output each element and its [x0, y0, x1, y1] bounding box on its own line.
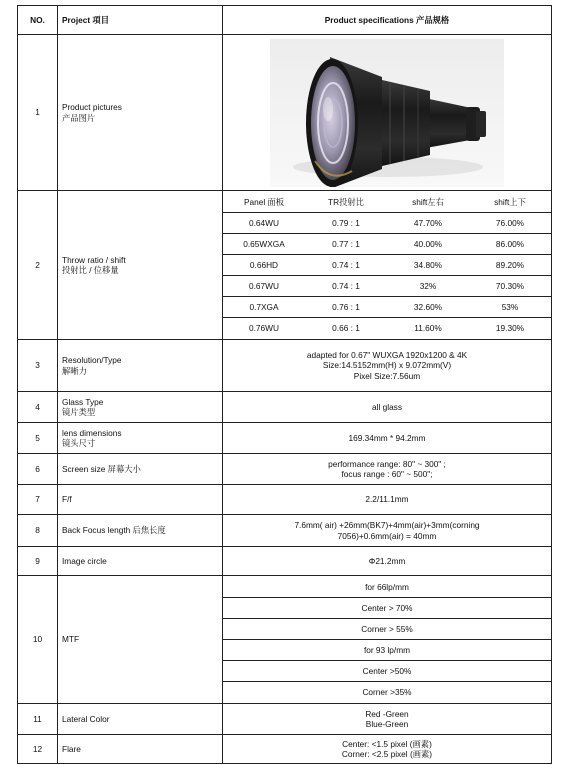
spec-value — [223, 704, 552, 735]
lens-picture — [270, 39, 504, 187]
table-row — [18, 576, 552, 704]
spec-value — [223, 515, 552, 547]
throw-ratio-cell — [223, 191, 552, 340]
project-en: Resolution/Type — [62, 355, 122, 366]
row-project: Image circle — [58, 547, 223, 576]
throw-ratio-header — [223, 192, 551, 213]
spec-value — [223, 735, 552, 764]
spec-line: focus range : 60" ~ 500"; — [341, 469, 433, 479]
project-en: Glass Type — [62, 396, 104, 407]
panel-cell: 0.66HD — [223, 255, 305, 276]
table-row — [18, 735, 552, 764]
panel-cell: 0.64WU — [223, 213, 305, 234]
spec-line: adapted for 0.67" WUXGA 1920x1200 & 4K — [306, 349, 468, 360]
panel-cell: 0.67WU — [223, 276, 305, 297]
mtf-line: Corner >35% — [362, 687, 412, 698]
table-row — [18, 704, 552, 735]
mtf-table — [223, 577, 551, 703]
throw-ratio-row — [223, 234, 551, 255]
row-no: 10 — [18, 576, 58, 704]
spec-line: performance range: 80" ~ 300" ; — [328, 458, 446, 469]
row-no: 5 — [18, 423, 58, 454]
row-project — [58, 340, 223, 392]
spec-value — [223, 340, 552, 392]
panel-cell: 0.7XGA — [223, 297, 305, 318]
shift-h-cell: 47.70% — [387, 213, 469, 234]
table-row — [18, 423, 552, 454]
row-project: Flare — [58, 735, 223, 764]
throw-ratio-table — [223, 192, 551, 339]
row-no: 6 — [18, 454, 58, 485]
tr-cell: 0.76 : 1 — [305, 297, 387, 318]
project-en: lens dimensions — [62, 427, 122, 438]
tr-cell: 0.77 : 1 — [305, 234, 387, 255]
spec-line: Pixel Size:7.56um — [353, 370, 421, 381]
project-cn: 产品图片 — [62, 112, 96, 123]
project-cn: 解晰力 — [62, 365, 87, 376]
throw-ratio-row — [223, 318, 551, 339]
spec-value: 2.2/11.1mm — [223, 485, 552, 515]
project-cn: 镜头尺寸 — [62, 438, 96, 448]
shift-v-cell: 19.30% — [495, 323, 525, 334]
shift-v-cell: 86.00% — [469, 234, 551, 255]
header-project: Project 項目 — [58, 6, 223, 35]
row-project — [58, 35, 223, 191]
spec-line: Corner: <2.5 pixel (画素) — [341, 749, 433, 759]
panel-cell: 0.65WXGA — [223, 234, 305, 255]
spec-value: Φ21.2mm — [223, 547, 552, 576]
shift-h-cell: 32% — [387, 276, 469, 297]
project-en: Product pictures — [62, 102, 122, 113]
project-cn: 投射比 / 位移量 — [62, 265, 119, 275]
shift-h-cell: 34.80% — [387, 255, 469, 276]
header-spec: Product specifications 产品规格 — [223, 6, 552, 35]
throw-ratio-row — [223, 213, 551, 234]
row-no: 7 — [18, 485, 58, 515]
row-project: Screen size 屏幕大小 — [58, 454, 223, 485]
table-row — [18, 485, 552, 515]
row-project: F/f — [58, 485, 223, 515]
spec-line: Red -Green — [365, 708, 409, 719]
throw-ratio-row — [223, 297, 551, 318]
spec-line: 7.6mm( air) +26mm(BK7)+4mm(air)+3mm(corning — [294, 520, 480, 531]
row-no: 9 — [18, 547, 58, 576]
spec-line: Center: <1.5 pixel (画素) — [342, 738, 432, 749]
row-no: 2 — [18, 191, 58, 340]
table-row — [18, 454, 552, 485]
shift-v-cell: 76.00% — [469, 213, 551, 234]
col-header-shift-v: shift上下 — [469, 192, 551, 213]
table-row — [18, 35, 552, 191]
spec-line: 7056)+0.6mm(air) = 40mm — [337, 530, 437, 541]
col-header-panel: Panel 面板 — [223, 192, 305, 213]
row-project: Back Focus length 后焦长度 — [58, 515, 223, 547]
row-no: 12 — [18, 735, 58, 764]
tr-cell: 0.74 : 1 — [305, 255, 387, 276]
table-row — [18, 191, 552, 340]
col-header-shift-h: shift左右 — [387, 192, 469, 213]
row-no: 3 — [18, 340, 58, 392]
project-cn: 镜片类型 — [62, 407, 96, 417]
tr-cell: 0.74 : 1 — [305, 276, 387, 297]
table-row — [18, 340, 552, 392]
shift-v-cell: 70.30% — [469, 276, 551, 297]
spec-value: all glass — [223, 392, 552, 423]
row-no: 1 — [18, 35, 58, 191]
mtf-line: Center >50% — [223, 661, 551, 682]
shift-h-cell: 11.60% — [414, 323, 442, 334]
mtf-line: for 66lp/mm — [223, 577, 551, 598]
spec-line: Blue-Green — [365, 719, 409, 729]
throw-ratio-row — [223, 276, 551, 297]
project-en: Throw ratio / shift — [62, 254, 126, 265]
row-project — [58, 191, 223, 340]
shift-h-cell: 40.00% — [387, 234, 469, 255]
mtf-line: Center > 70% — [223, 598, 551, 619]
shift-v-cell: 89.20% — [469, 255, 551, 276]
table-row — [18, 515, 552, 547]
spec-table — [17, 5, 552, 764]
mtf-cell — [223, 576, 552, 704]
mtf-line: Corner > 55% — [223, 619, 551, 640]
row-project: Lateral Color — [58, 704, 223, 735]
throw-ratio-row — [223, 255, 551, 276]
header-row — [18, 6, 552, 35]
tr-cell: 0.79 : 1 — [305, 213, 387, 234]
row-no: 11 — [18, 704, 58, 735]
shift-v-cell: 53% — [469, 297, 551, 318]
spec-value: 169.34mm * 94.2mm — [223, 423, 552, 454]
table-row — [18, 547, 552, 576]
tr-cell: 0.66 : 1 — [332, 323, 360, 334]
row-project — [58, 392, 223, 423]
table-row — [18, 392, 552, 423]
row-project: MTF — [58, 576, 223, 704]
mtf-line: for 93 lp/mm — [223, 640, 551, 661]
header-no: NO. — [18, 6, 58, 35]
shift-h-cell: 32.60% — [387, 297, 469, 318]
col-header-tr: TR投射比 — [305, 192, 387, 213]
row-project — [58, 423, 223, 454]
product-picture-cell — [223, 35, 552, 191]
spec-line: Size:14.5152mm(H) x 9.072mm(V) — [322, 360, 452, 371]
panel-cell: 0.76WU — [249, 323, 279, 334]
row-no: 4 — [18, 392, 58, 423]
spec-value — [223, 454, 552, 485]
row-no: 8 — [18, 515, 58, 547]
